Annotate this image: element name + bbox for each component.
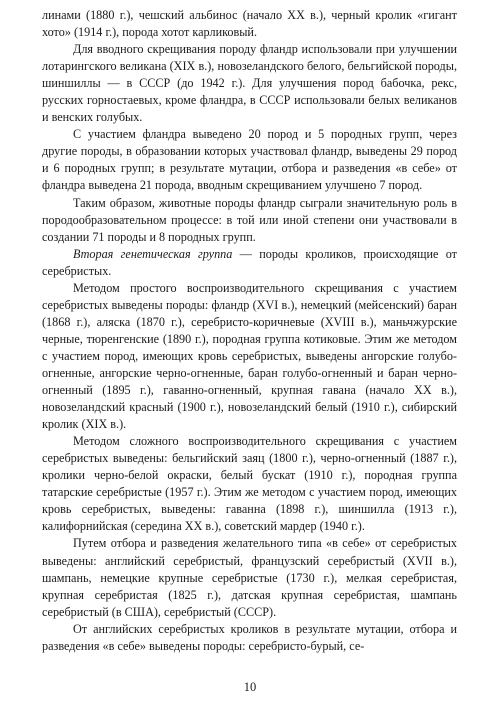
body-text [42, 7, 457, 655]
paragraph-simple-crossing: Методом простого воспроизводительного скрещивания с участием серебристых выведены породы: фландр (XVI в.), немецкий (мейсенский) баран (1868 г.), аляска (1870 г.), серебристо-коричневые (XVIII в.), маньчжурские черные, тюренгенские (1890 г.), породная группа котиковые. Этим же методом с участием пород, имеющих кровь серебристых, выведены ангорские голубо-огненные, ангорские черно-огненные, баран голубо-огненный и баран черно-огненный (1895 г.), гаванно-огненный, крупная гавана (начало XX в.), новозеландский красный (1900 г.), новозеландский белый (1910 г.), сибирский кролик (XIX в.). [42, 280, 457, 432]
second-group-heading: Вторая генетическая группа [73, 246, 233, 261]
paragraph-flandre-breeds-count: С участием фландра выведено 20 пород и 5 породных групп, через другие породы, в образовании которых участвовал фландр, выведены 29 пород и 6 породных групп; в результате мутации, отбора и разведения «в себе» от фландра выведена 21 порода, вводным скрещиванием улучшено 7 пород. [42, 127, 457, 193]
paragraph-second-genetic-group [42, 246, 457, 280]
paragraph-english-silver-mutation: От английских серебристых кроликов в результате мутации, отбора и разведения «в себе» выведены породы: серебристо-бурый, се- [42, 621, 457, 653]
paragraph-complex-crossing: Методом сложного воспроизводительного скрещивания с участием серебристых выведены: бельгийский заяц (1800 г.), черно-огненный (1887 г.), кролики черно-белой окраски, белый бускат (1910 г.), породная группа татарские серебристые (1957 г.). Этим же методом с участием пород, имеющих кровь серебристых, выведены: гаванна (1898 г.), шиншилла (1913 г.), калифорнийская (середина XX в.), советский мардер (1940 г.). [42, 434, 457, 534]
paragraph-continuation: линами (1880 г.), чешский альбинос (начало XX в.), черный кролик «гигант хото» (1914 г.), порода хотот карликовый. [42, 8, 457, 40]
page-number: 10 [243, 680, 257, 694]
paragraph-introductory-crossing: Для вводного скрещивания породу фландр использовали при улучшении лотарингского великана (XIX в.), новозеландского белого, бельгийской породы, шиншиллы — в СССР (до 1942 г.). Для улучшения пород бабочка, рекс, русских горностаевых, кроме фландра, в СССР использовали белых великанов и венских голубых. [42, 42, 457, 125]
second-group-description: — породы кроликов, происходящие от серебристых. [42, 246, 458, 278]
paragraph-flandre-role-summary: Таким образом, животные породы фландр сыграли значительную роль в породообразовательном процессе: в той или иной степени они участвовали в создании 71 породы и 8 породных групп. [42, 195, 457, 244]
paragraph-selection-breeding: Путем отбора и разведения желательного типа «в себе» от серебристых выведены: английский серебристый, французский серебристый (XVII в.), шампань, немецкие крупные серебристые (1730 г.), мелкая серебристая, крупная серебристая (1825 г.), датская крупная серебристая, шампань серебристый (в США), серебристый (СССР). [42, 536, 457, 619]
